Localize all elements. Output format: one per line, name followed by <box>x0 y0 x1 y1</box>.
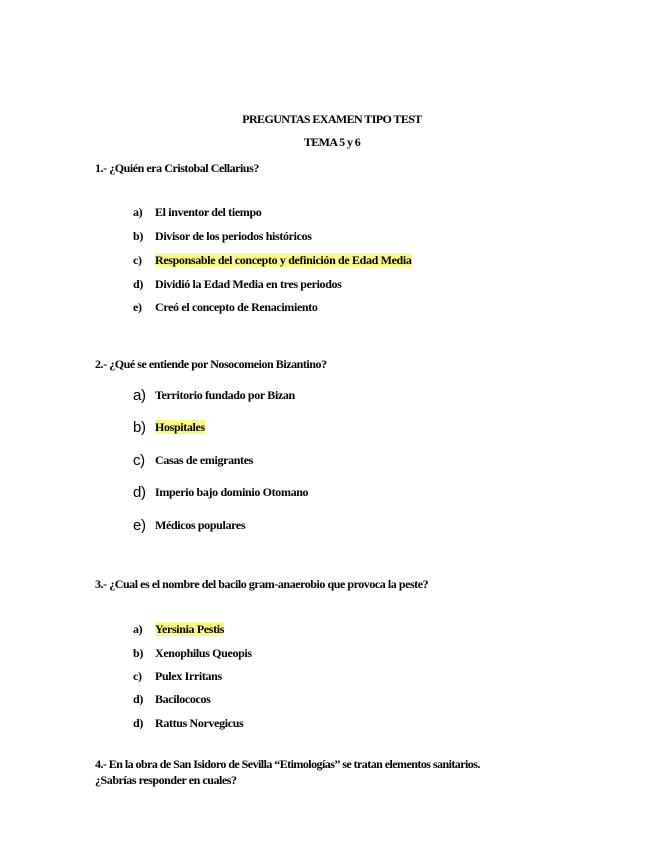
q2-option-a <box>133 388 295 403</box>
option-letter: c) <box>133 669 142 683</box>
option-text-highlighted: Responsable del concepto y definición de Edad Media <box>155 253 412 267</box>
q2-option-d <box>133 485 308 500</box>
q3-option-e <box>133 716 243 731</box>
option-text: Creó el concepto de Renacimiento <box>155 300 318 314</box>
option-text-highlighted: Hospitales <box>155 420 205 434</box>
option-text: Casas de emigrantes <box>155 453 254 467</box>
q2-option-c <box>133 453 253 468</box>
q2-option-e <box>133 518 245 533</box>
q3-option-c <box>133 669 222 684</box>
option-letter: c) <box>133 452 145 469</box>
option-text: Pulex Irritans <box>155 669 222 683</box>
question-4-line-2: ¿Sabrías responder en cuales? <box>95 773 237 787</box>
option-text: Divisor de los periodos históricos <box>155 229 312 243</box>
q3-option-d <box>133 692 210 707</box>
option-text: Imperio bajo dominio Otomano <box>155 485 309 499</box>
option-letter: c) <box>133 253 142 267</box>
question-1: 1.- ¿Quién era Cristobal Cellarius? <box>95 161 259 175</box>
q1-option-c <box>133 253 412 268</box>
option-letter: e) <box>133 300 142 314</box>
question-4-line-1: 4.- En la obra de San Isidoro de Sevilla “Etimologías” se tratan elementos sanitarios. <box>95 757 480 771</box>
option-text: Rattus Norvegicus <box>155 716 244 730</box>
question-3: 3.- ¿Cual es el nombre del bacilo gram-anaerobio que provoca la peste? <box>95 577 429 591</box>
option-text: El inventor del tiempo <box>155 205 262 219</box>
option-text: Bacilococos <box>155 692 211 706</box>
option-letter: d) <box>133 692 143 706</box>
option-letter: a) <box>133 205 143 219</box>
option-letter: d) <box>133 484 146 501</box>
q1-option-e <box>133 300 318 315</box>
option-letter: d) <box>133 716 143 730</box>
q2-option-b <box>133 420 205 435</box>
q3-option-a <box>133 622 224 637</box>
option-text: Dividió la Edad Media en tres periodos <box>155 277 342 291</box>
q3-option-b <box>133 646 252 661</box>
option-letter: d) <box>133 277 143 291</box>
option-text-highlighted: Yersinia Pestis <box>155 622 225 636</box>
q1-option-a <box>133 205 261 220</box>
q1-option-d <box>133 277 342 292</box>
option-letter: e) <box>133 517 146 534</box>
option-letter: a) <box>133 622 143 636</box>
option-letter: b) <box>133 646 143 660</box>
option-text: Territorio fundado por Bizan <box>155 388 295 402</box>
question-2: 2.- ¿Qué se entiende por Nosocomeion Bizantino? <box>95 357 327 371</box>
option-text: Xenophilus Queopis <box>155 646 252 660</box>
option-letter: a) <box>133 387 146 404</box>
document-title: PREGUNTAS EXAMEN TIPO TEST <box>242 112 422 126</box>
option-letter: b) <box>133 229 143 243</box>
option-letter: b) <box>133 419 146 436</box>
document-subtitle: TEMA 5 y 6 <box>303 135 361 149</box>
option-text: Médicos populares <box>155 518 246 532</box>
q1-option-b <box>133 229 312 244</box>
